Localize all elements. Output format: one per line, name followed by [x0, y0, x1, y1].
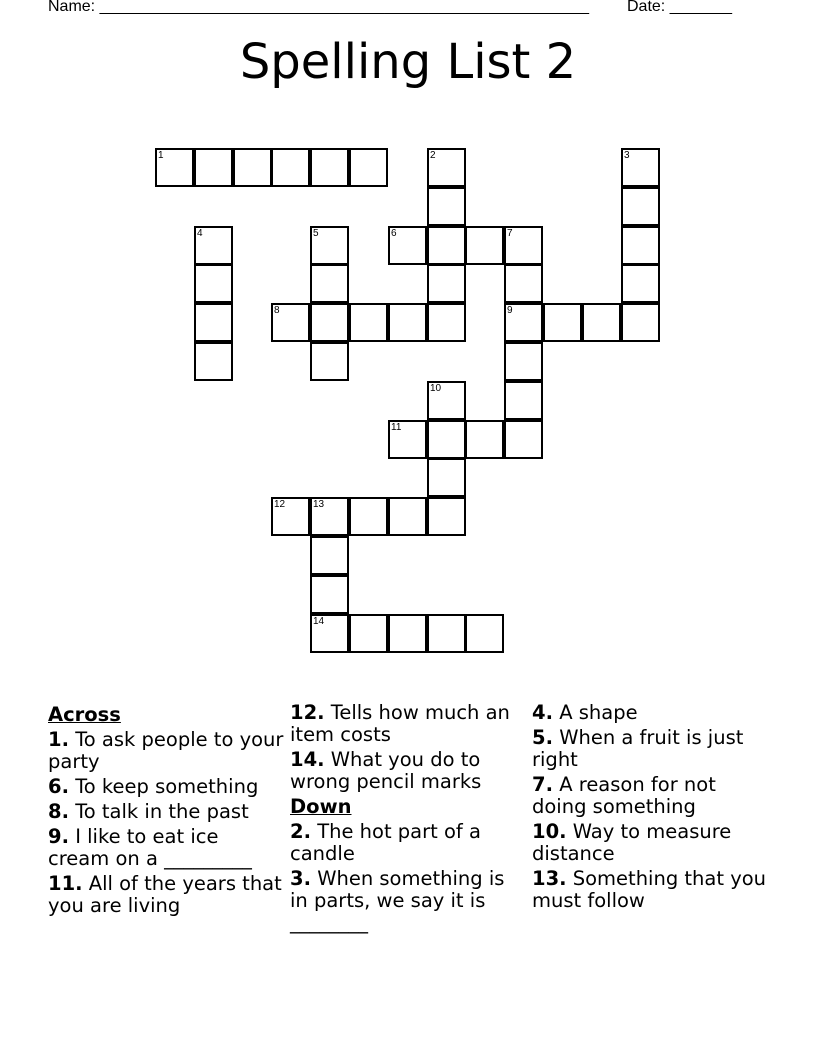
clue-down-7: 7. A reason for not doing something [532, 773, 716, 818]
cell-number: 1 [158, 150, 164, 161]
cell-number: 7 [507, 228, 513, 239]
crossword-cell[interactable] [504, 226, 543, 265]
clue-across-6: 6. To keep something [48, 775, 259, 798]
crossword-cell[interactable] [621, 148, 660, 187]
crossword-cell[interactable] [427, 303, 466, 342]
clue-down-10: 10. Way to measure distance [532, 820, 732, 865]
crossword-cell[interactable] [310, 536, 349, 575]
crossword-cell[interactable] [271, 303, 310, 342]
clue-across-12: 12. Tells how much an item costs [290, 701, 510, 746]
crossword-cell[interactable] [310, 264, 349, 303]
cell-number: 8 [274, 305, 280, 316]
crossword-cell[interactable] [349, 497, 388, 536]
crossword-cell[interactable] [310, 614, 349, 653]
crossword-cell[interactable] [388, 497, 427, 536]
crossword-cell[interactable] [349, 614, 388, 653]
name-field-label: Name: _______________________________________________________ [48, 0, 589, 15]
cell-number: 9 [507, 305, 513, 316]
crossword-cell[interactable] [504, 303, 543, 342]
cell-number: 13 [313, 499, 325, 510]
cell-number: 12 [274, 499, 286, 510]
crossword-cell[interactable] [155, 148, 194, 187]
crossword-cell[interactable] [271, 148, 310, 187]
crossword-cell[interactable] [504, 381, 543, 420]
crossword-cell[interactable] [194, 148, 233, 187]
crossword-cell[interactable] [427, 187, 466, 226]
crossword-cell[interactable] [504, 420, 543, 459]
crossword-cell[interactable] [504, 342, 543, 381]
crossword-cell[interactable] [427, 148, 466, 187]
clue-down-4: 4. A shape [532, 701, 638, 724]
cell-number: 14 [313, 616, 325, 627]
crossword-cell[interactable] [388, 303, 427, 342]
cell-number: 10 [430, 383, 442, 394]
page-title: Spelling List 2 [239, 34, 577, 90]
crossword-cell[interactable] [504, 264, 543, 303]
crossword-cell[interactable] [194, 226, 233, 265]
crossword-cell[interactable] [388, 226, 427, 265]
clue-column-3 [532, 702, 768, 915]
date-field-label: Date: _______ [627, 0, 732, 15]
crossword-cell[interactable] [233, 148, 272, 187]
clue-across-8: 8. To talk in the past [48, 800, 249, 823]
cell-number: 2 [430, 150, 436, 161]
cell-number: 4 [197, 228, 203, 239]
crossword-cell[interactable] [621, 187, 660, 226]
clue-down-3: 3. When something is in parts, we say it is ________ [290, 867, 505, 934]
crossword-cell[interactable] [349, 303, 388, 342]
crossword-cell[interactable] [310, 148, 349, 187]
crossword-cell[interactable] [194, 303, 233, 342]
clue-down-13: 13. Something that you must follow [532, 867, 767, 912]
crossword-cell[interactable] [465, 614, 504, 653]
crossword-cell[interactable] [388, 420, 427, 459]
crossword-cell[interactable] [465, 420, 504, 459]
crossword-cell[interactable] [427, 226, 466, 265]
cell-number: 6 [391, 228, 397, 239]
crossword-cell[interactable] [621, 303, 660, 342]
crossword-cell[interactable] [310, 303, 349, 342]
cell-number: 3 [624, 150, 630, 161]
crossword-cell[interactable] [582, 303, 621, 342]
crossword-cell[interactable] [427, 614, 466, 653]
across-heading: Across [48, 703, 121, 726]
clue-across-9: 9. I like to eat ice cream on a _________ [48, 825, 252, 870]
cell-number: 11 [391, 422, 402, 433]
crossword-cell[interactable] [427, 458, 466, 497]
crossword-cell[interactable] [465, 226, 504, 265]
crossword-cell[interactable] [543, 303, 582, 342]
crossword-cell[interactable] [427, 497, 466, 536]
cell-number: 5 [313, 228, 319, 239]
crossword-cell[interactable] [271, 497, 310, 536]
crossword-cell[interactable] [388, 614, 427, 653]
clue-column-2 [290, 702, 522, 937]
crossword-cell[interactable] [349, 148, 388, 187]
crossword-cell[interactable] [194, 342, 233, 381]
crossword-cell[interactable] [194, 264, 233, 303]
crossword-cell[interactable] [427, 264, 466, 303]
clue-across-14: 14. What you do to wrong pencil marks [290, 748, 482, 793]
crossword-cell[interactable] [621, 264, 660, 303]
clue-across-1: 1. To ask people to your party [48, 728, 284, 773]
down-heading: Down [290, 795, 352, 818]
crossword-cell[interactable] [427, 381, 466, 420]
clue-down-5: 5. When a fruit is just right [532, 726, 744, 771]
clue-across-11: 11. All of the years that you are living [48, 872, 282, 917]
clue-down-2: 2. The hot part of a candle [290, 820, 481, 865]
crossword-cell[interactable] [310, 342, 349, 381]
crossword-cell[interactable] [427, 420, 466, 459]
crossword-cell[interactable] [310, 497, 349, 536]
crossword-cell[interactable] [310, 575, 349, 614]
crossword-cell[interactable] [310, 226, 349, 265]
clue-column-1 [48, 702, 284, 920]
crossword-cell[interactable] [621, 226, 660, 265]
